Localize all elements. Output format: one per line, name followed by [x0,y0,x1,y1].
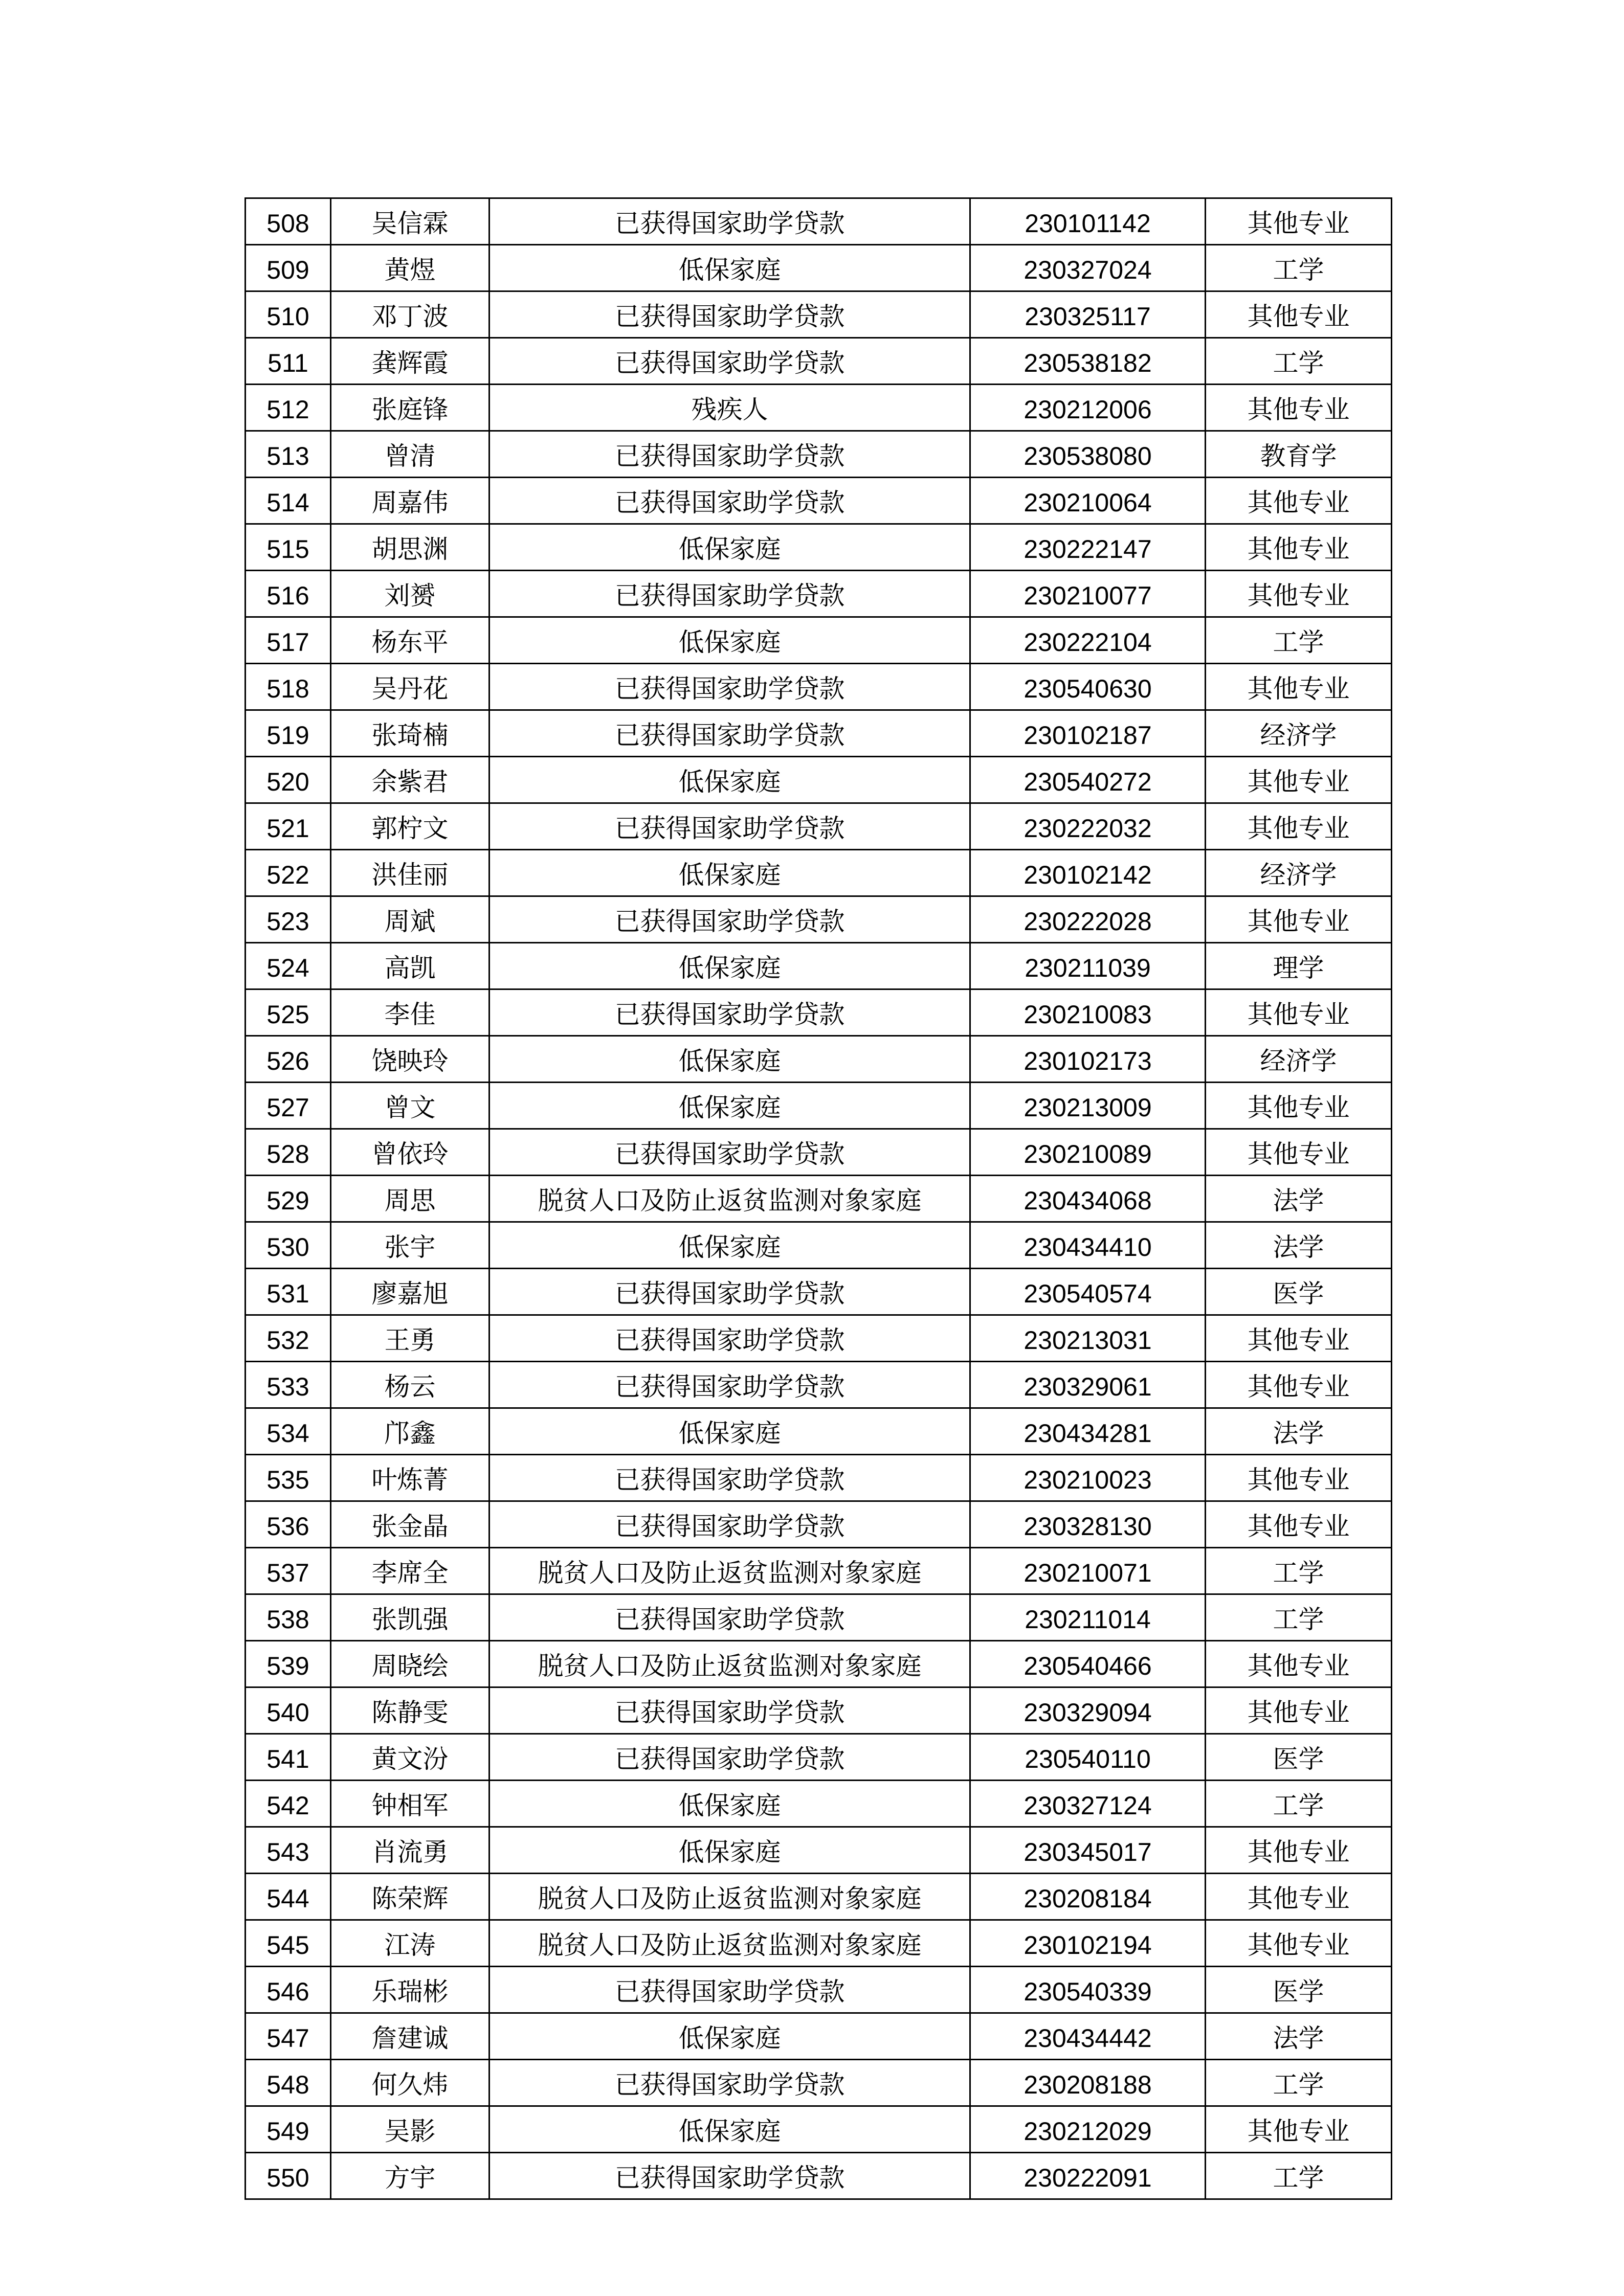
row-number: 511 [246,338,331,385]
table-row [246,1967,1392,2013]
student-name: 高凯 [331,943,490,989]
hardship-type: 已获得国家助学贷款 [490,1129,970,1176]
major-category: 法学 [1206,2013,1392,2060]
hardship-type: 已获得国家助学贷款 [490,1455,970,1501]
hardship-type: 已获得国家助学贷款 [490,2060,970,2106]
student-id: 230329061 [970,1362,1206,1408]
student-id: 230102142 [970,850,1206,896]
student-id: 230102173 [970,1036,1206,1083]
row-number: 535 [246,1455,331,1501]
table-row [246,1269,1392,1315]
student-id: 230222147 [970,524,1206,571]
major-category: 经济学 [1206,710,1392,757]
row-number: 514 [246,478,331,524]
student-id: 230540466 [970,1641,1206,1687]
student-name: 陈荣辉 [331,1874,490,1920]
student-name: 詹建诚 [331,2013,490,2060]
student-name: 刘赟 [331,571,490,617]
major-category: 医学 [1206,1269,1392,1315]
row-number: 528 [246,1129,331,1176]
major-category: 其他专业 [1206,198,1392,245]
row-number: 546 [246,1967,331,2013]
student-aid-table [244,197,1392,2200]
table-row [246,1315,1392,1362]
row-number: 515 [246,524,331,571]
row-number: 510 [246,291,331,338]
student-name: 乐瑞彬 [331,1967,490,2013]
row-number: 513 [246,431,331,478]
student-id: 230210023 [970,1455,1206,1501]
row-number: 524 [246,943,331,989]
row-number: 549 [246,2106,331,2153]
major-category: 其他专业 [1206,2106,1392,2153]
hardship-type: 已获得国家助学贷款 [490,2153,970,2199]
student-id: 230210077 [970,571,1206,617]
student-id: 230212006 [970,385,1206,431]
student-name: 黄文汾 [331,1734,490,1781]
hardship-type: 脱贫人口及防止返贫监测对象家庭 [490,1874,970,1920]
row-number: 519 [246,710,331,757]
student-name: 黄煜 [331,245,490,291]
major-category: 其他专业 [1206,803,1392,850]
hardship-type: 低保家庭 [490,1036,970,1083]
row-number: 523 [246,896,331,943]
table-row [246,2153,1392,2199]
table-row [246,1827,1392,1874]
student-id: 230540574 [970,1269,1206,1315]
major-category: 其他专业 [1206,1362,1392,1408]
student-name: 吴影 [331,2106,490,2153]
student-id: 230222091 [970,2153,1206,2199]
row-number: 538 [246,1594,331,1641]
table-row [246,1036,1392,1083]
student-name: 龚辉霞 [331,338,490,385]
hardship-type: 脱贫人口及防止返贫监测对象家庭 [490,1548,970,1594]
student-name: 周晓绘 [331,1641,490,1687]
student-name: 杨东平 [331,617,490,664]
hardship-type: 低保家庭 [490,757,970,803]
major-category: 其他专业 [1206,524,1392,571]
table-row [246,431,1392,478]
row-number: 517 [246,617,331,664]
table-row [246,1362,1392,1408]
hardship-type: 已获得国家助学贷款 [490,291,970,338]
major-category: 其他专业 [1206,1687,1392,1734]
major-category: 其他专业 [1206,664,1392,710]
row-number: 542 [246,1781,331,1827]
hardship-type: 残疾人 [490,385,970,431]
major-category: 其他专业 [1206,1083,1392,1129]
major-category: 其他专业 [1206,571,1392,617]
student-id: 230102187 [970,710,1206,757]
table-row [246,385,1392,431]
student-name: 王勇 [331,1315,490,1362]
student-id: 230222028 [970,896,1206,943]
table-row [246,1129,1392,1176]
major-category: 工学 [1206,2153,1392,2199]
table-row [246,1501,1392,1548]
hardship-type: 已获得国家助学贷款 [490,1687,970,1734]
hardship-type: 已获得国家助学贷款 [490,1734,970,1781]
row-number: 543 [246,1827,331,1874]
row-number: 529 [246,1176,331,1222]
student-name: 钟相军 [331,1781,490,1827]
student-name: 邓丁波 [331,291,490,338]
table-row [246,710,1392,757]
student-name: 李佳 [331,989,490,1036]
table-row [246,664,1392,710]
table-row [246,2060,1392,2106]
table-row [246,989,1392,1036]
student-id: 230329094 [970,1687,1206,1734]
student-id: 230540110 [970,1734,1206,1781]
student-name: 杨云 [331,1362,490,1408]
major-category: 其他专业 [1206,989,1392,1036]
table-row [246,943,1392,989]
major-category: 理学 [1206,943,1392,989]
student-name: 陈静雯 [331,1687,490,1734]
row-number: 548 [246,2060,331,2106]
student-name: 廖嘉旭 [331,1269,490,1315]
row-number: 526 [246,1036,331,1083]
student-name: 邝鑫 [331,1408,490,1455]
table-row [246,1083,1392,1129]
student-id: 230213009 [970,1083,1206,1129]
student-id: 230434442 [970,2013,1206,2060]
row-number: 531 [246,1269,331,1315]
hardship-type: 低保家庭 [490,1408,970,1455]
row-number: 516 [246,571,331,617]
student-id: 230210083 [970,989,1206,1036]
major-category: 医学 [1206,1734,1392,1781]
student-id: 230434410 [970,1222,1206,1269]
student-name: 李席全 [331,1548,490,1594]
table-row [246,1641,1392,1687]
major-category: 其他专业 [1206,1827,1392,1874]
student-id: 230327124 [970,1781,1206,1827]
hardship-type: 已获得国家助学贷款 [490,710,970,757]
student-id: 230212029 [970,2106,1206,2153]
hardship-type: 低保家庭 [490,524,970,571]
hardship-type: 低保家庭 [490,1827,970,1874]
student-name: 周思 [331,1176,490,1222]
hardship-type: 低保家庭 [490,1781,970,1827]
row-number: 525 [246,989,331,1036]
major-category: 其他专业 [1206,1874,1392,1920]
student-id: 230538080 [970,431,1206,478]
major-category: 其他专业 [1206,1129,1392,1176]
row-number: 550 [246,2153,331,2199]
hardship-type: 低保家庭 [490,850,970,896]
hardship-type: 低保家庭 [490,1222,970,1269]
student-name: 洪佳丽 [331,850,490,896]
hardship-type: 已获得国家助学贷款 [490,431,970,478]
student-id: 230210071 [970,1548,1206,1594]
hardship-type: 低保家庭 [490,943,970,989]
row-number: 536 [246,1501,331,1548]
major-category: 经济学 [1206,1036,1392,1083]
student-id: 230327024 [970,245,1206,291]
hardship-type: 已获得国家助学贷款 [490,1594,970,1641]
table-row [246,617,1392,664]
student-id: 230434068 [970,1176,1206,1222]
student-name: 张宇 [331,1222,490,1269]
student-id: 230222104 [970,617,1206,664]
student-name: 曾清 [331,431,490,478]
student-id: 230213031 [970,1315,1206,1362]
table-row [246,198,1392,245]
student-name: 曾文 [331,1083,490,1129]
table-body [246,198,1392,2199]
student-name: 张凯强 [331,1594,490,1641]
row-number: 545 [246,1920,331,1967]
table-row [246,1408,1392,1455]
student-name: 方宇 [331,2153,490,2199]
row-number: 544 [246,1874,331,1920]
hardship-type: 脱贫人口及防止返贫监测对象家庭 [490,1641,970,1687]
hardship-type: 低保家庭 [490,245,970,291]
student-name: 叶炼菁 [331,1455,490,1501]
student-id: 230210089 [970,1129,1206,1176]
table-row [246,291,1392,338]
hardship-type: 已获得国家助学贷款 [490,198,970,245]
table-row [246,850,1392,896]
major-category: 其他专业 [1206,478,1392,524]
major-category: 工学 [1206,338,1392,385]
major-category: 工学 [1206,1781,1392,1827]
major-category: 工学 [1206,245,1392,291]
major-category: 其他专业 [1206,291,1392,338]
student-name: 余紫君 [331,757,490,803]
major-category: 其他专业 [1206,385,1392,431]
student-name: 吴信霖 [331,198,490,245]
row-number: 547 [246,2013,331,2060]
student-id: 230540630 [970,664,1206,710]
table-row [246,1734,1392,1781]
hardship-type: 已获得国家助学贷款 [490,896,970,943]
major-category: 经济学 [1206,850,1392,896]
hardship-type: 已获得国家助学贷款 [490,803,970,850]
student-name: 肖流勇 [331,1827,490,1874]
hardship-type: 低保家庭 [490,1083,970,1129]
row-number: 518 [246,664,331,710]
student-name: 张琦楠 [331,710,490,757]
table-row [246,1781,1392,1827]
student-id: 230434281 [970,1408,1206,1455]
student-id: 230208188 [970,2060,1206,2106]
table-row [246,1176,1392,1222]
student-id: 230540272 [970,757,1206,803]
table-row [246,1920,1392,1967]
row-number: 534 [246,1408,331,1455]
hardship-type: 已获得国家助学贷款 [490,664,970,710]
hardship-type: 低保家庭 [490,2013,970,2060]
table-row [246,1874,1392,1920]
student-id: 230208184 [970,1874,1206,1920]
student-name: 饶映玲 [331,1036,490,1083]
hardship-type: 已获得国家助学贷款 [490,1315,970,1362]
row-number: 509 [246,245,331,291]
student-id: 230325117 [970,291,1206,338]
table-row [246,478,1392,524]
hardship-type: 已获得国家助学贷款 [490,1501,970,1548]
major-category: 法学 [1206,1176,1392,1222]
student-id: 230538182 [970,338,1206,385]
major-category: 法学 [1206,1222,1392,1269]
major-category: 其他专业 [1206,1315,1392,1362]
table-row [246,524,1392,571]
row-number: 520 [246,757,331,803]
table-row [246,803,1392,850]
table-row [246,245,1392,291]
row-number: 541 [246,1734,331,1781]
hardship-type: 脱贫人口及防止返贫监测对象家庭 [490,1176,970,1222]
hardship-type: 脱贫人口及防止返贫监测对象家庭 [490,1920,970,1967]
student-name: 张金晶 [331,1501,490,1548]
hardship-type: 已获得国家助学贷款 [490,478,970,524]
table-row [246,1222,1392,1269]
row-number: 508 [246,198,331,245]
student-id: 230101142 [970,198,1206,245]
major-category: 其他专业 [1206,1920,1392,1967]
student-name: 张庭锋 [331,385,490,431]
student-id: 230222032 [970,803,1206,850]
student-id: 230102194 [970,1920,1206,1967]
major-category: 法学 [1206,1408,1392,1455]
student-id: 230328130 [970,1501,1206,1548]
row-number: 533 [246,1362,331,1408]
row-number: 521 [246,803,331,850]
table-row [246,1455,1392,1501]
table-row [246,757,1392,803]
major-category: 其他专业 [1206,1641,1392,1687]
student-name: 何久炜 [331,2060,490,2106]
major-category: 其他专业 [1206,896,1392,943]
hardship-type: 已获得国家助学贷款 [490,338,970,385]
table-row [246,571,1392,617]
student-name: 江涛 [331,1920,490,1967]
row-number: 540 [246,1687,331,1734]
student-id: 230210064 [970,478,1206,524]
student-name: 胡思渊 [331,524,490,571]
major-category: 工学 [1206,1594,1392,1641]
student-name: 吴丹花 [331,664,490,710]
major-category: 医学 [1206,1967,1392,2013]
student-id: 230211039 [970,943,1206,989]
major-category: 工学 [1206,1548,1392,1594]
hardship-type: 低保家庭 [490,2106,970,2153]
student-name: 周嘉伟 [331,478,490,524]
hardship-type: 已获得国家助学贷款 [490,989,970,1036]
student-name: 周斌 [331,896,490,943]
hardship-type: 已获得国家助学贷款 [490,1362,970,1408]
row-number: 527 [246,1083,331,1129]
hardship-type: 已获得国家助学贷款 [490,571,970,617]
row-number: 537 [246,1548,331,1594]
table-row [246,2013,1392,2060]
table-row [246,1548,1392,1594]
hardship-type: 低保家庭 [490,617,970,664]
hardship-type: 已获得国家助学贷款 [490,1269,970,1315]
row-number: 539 [246,1641,331,1687]
table-row [246,2106,1392,2153]
student-id: 230540339 [970,1967,1206,2013]
table-row [246,338,1392,385]
row-number: 512 [246,385,331,431]
major-category: 其他专业 [1206,757,1392,803]
table-row [246,896,1392,943]
table-row [246,1687,1392,1734]
student-name: 曾依玲 [331,1129,490,1176]
table-row [246,1594,1392,1641]
major-category: 其他专业 [1206,1455,1392,1501]
major-category: 工学 [1206,617,1392,664]
student-name: 郭柠文 [331,803,490,850]
major-category: 教育学 [1206,431,1392,478]
row-number: 532 [246,1315,331,1362]
major-category: 工学 [1206,2060,1392,2106]
student-id: 230345017 [970,1827,1206,1874]
row-number: 530 [246,1222,331,1269]
row-number: 522 [246,850,331,896]
major-category: 其他专业 [1206,1501,1392,1548]
student-id: 230211014 [970,1594,1206,1641]
hardship-type: 已获得国家助学贷款 [490,1967,970,2013]
